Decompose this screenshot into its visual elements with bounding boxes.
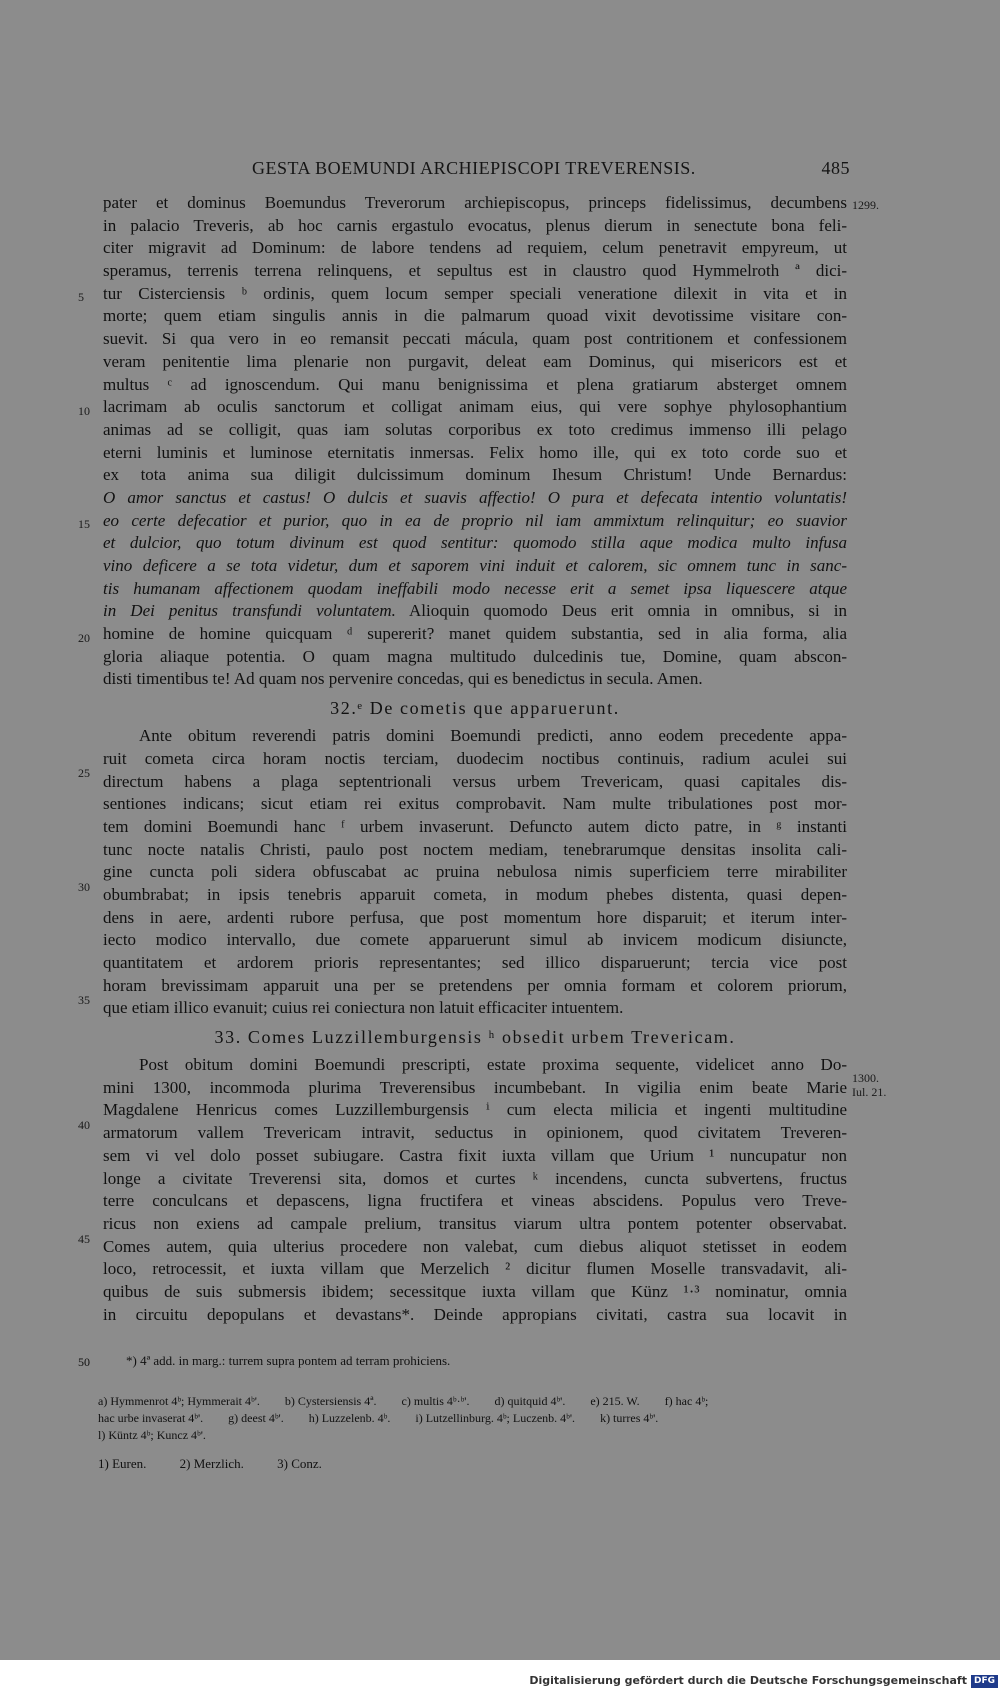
digitization-credit (0, 1674, 998, 1692)
dfg-logo: DFG (971, 1675, 998, 1688)
text-line: ruit cometa circa horam noctis terciam, duodecim noctibus continuis, radium aculei sui (103, 748, 847, 768)
text-line: disti timentibus te! Ad quam nos pervenire concedas, qui es benedictus in secula. Amen. (103, 669, 703, 689)
header-title: GESTA BOEMUNDI ARCHIEPISCOPI TREVERENSIS. (252, 158, 696, 178)
text-line: morte; quem etiam singulis annis in die palmarum quoad vixit devotissime visitare con- (103, 306, 847, 326)
margin-date: Iul. 21. (852, 1085, 887, 1099)
text-line: gine cuncta poli sidera obfuscabat ac pruina nebulosa nimis superficiem terre mirabiliter (103, 862, 847, 882)
chapter-heading-32: 32.ᵉ De cometis que apparuerunt. (330, 698, 620, 719)
text-line: ricus non exiens ad campale prelium, transitus viarum ultra pontem potenter observabat. (103, 1213, 847, 1233)
variant-row (98, 1393, 858, 1410)
line-number: 45 (78, 1232, 90, 1246)
variant-footnotes (98, 1393, 858, 1444)
variant-note: g) deest 4ᵇ'. (228, 1411, 284, 1425)
text-line: veram penitentie lima plenarie non purgavit, deleat eam Dominus, qui misericors est et (103, 351, 847, 371)
text-line: Comes autem, quia ulterius procedere non valebat, cum diebus aliquot stetisset in eodem (103, 1236, 847, 1256)
quote-end-roman: Alioquin quomodo Deus erit omnia in omnibus, si in (395, 601, 847, 621)
text-line: quibus de suis submersis ibidem; secessitque iuxta villam que Künz ¹·³ nominatur, omnia (103, 1281, 847, 1301)
text-line: quantitatem et ardorem prioris representantes; sed illico disparuerunt; tercia vice post (103, 953, 847, 972)
text-line: eterni luminis et luminose eternitatis inmersas. Felix homo ille, qui ex toto corde suo et (103, 442, 847, 462)
line-number: 15 (78, 517, 90, 531)
text-line: horam brevissimam apparuit una per se pretendens per omnia formam et colorem priorum, (103, 975, 847, 995)
text-line: suevit. Si qua vero in eo remansit peccati mácula, quam post contritionem et confessionem (103, 329, 847, 349)
quote-line: vino deficere a se tota videtur, dum et saporem vini induit et calorem, sic omnem tunc in sanc- (103, 556, 847, 575)
line-number: 20 (78, 631, 90, 645)
place-note: 2) Merzlich. (179, 1456, 244, 1471)
line-number: 10 (78, 404, 90, 418)
text-line: terre conculcans et depascens, ligna fructifera et vineas abscidens. Populus vero Treve- (103, 1191, 847, 1211)
variant-row (98, 1410, 858, 1427)
text-line: Magdalene Henricus comes Luzzillemburgensis ⁱ cum electa milicia et ingenti multitudine (103, 1100, 847, 1120)
variant-note: hac urbe invaserat 4ᵇ'. (98, 1411, 204, 1425)
line-number: 25 (78, 766, 90, 780)
text-line: obumbrabat; in ipsis tenebris apparuit cometa, in modum phebes distenta, quasi depen- (103, 884, 847, 904)
variant-note: h) Luzzelenb. 4ᵇ. (308, 1411, 391, 1425)
chapter-heading-33: 33. Comes Luzzillemburgensis ʰ obsedit urbem Trevericam. (214, 1027, 736, 1048)
line-number: 50 (78, 1355, 90, 1369)
quote-line: O amor sanctus et castus! O dulcis et suavis affectio! O pura et defecata intentio voluntatis! (103, 487, 847, 507)
text-line: mini 1300, incommoda plurima Treverensibus incumbebant. In vigilia enim beate Marie (103, 1077, 847, 1097)
line-number: 5 (78, 290, 84, 304)
text-line: ex tota anima sua diligit dulcissimum dominum Ihesum Christum! Unde Bernardus: (103, 465, 847, 485)
text-line: in palacio Treveris, ab hoc carnis ergastulo evocatus, plenus dierum in senectute bona feli- (103, 215, 847, 235)
variant-note: b) Cystersiensis 4ª. (284, 1394, 377, 1408)
text-line: loco, retrocessit, et iuxta villam que Merzelich ² dicitur flumen Moselle transvadavit, ali- (103, 1259, 847, 1279)
text-line: sem vi vel dolo posset subiugare. Castra fixit iuxta villam que Urium ¹ nuncupatur non (103, 1145, 847, 1165)
variant-note: f) hac 4ᵇ; (664, 1394, 709, 1408)
text-block-1 (103, 192, 847, 1326)
text-line: speramus, terrenis terrena relinquens, et sepultus est in claustro quod Hymmelroth ª dici- (103, 261, 847, 281)
text-line: pater et dominus Boemundus Treverorum archiepiscopus, princeps fidelissimus, decumbens (103, 193, 847, 212)
text-line: gloria aliaque potentia. O quam magna multitudo dulcedinis tue, Domine, quam abscon- (103, 646, 847, 666)
text-line: lacrimam ab oculis sanctorum et colligat animam eius, qui vere sophye phylosophantium (103, 397, 847, 417)
variant-note: l) Küntz 4ᵇ; Kuncz 4ᵇ'. (98, 1428, 206, 1442)
place-note: 1) Euren. (98, 1456, 147, 1471)
text-line: armatorum vallem Trevericam intravit, seductus in opinionem, quod civitatem Treveren- (103, 1123, 847, 1143)
place-note: 3) Conz. (277, 1456, 322, 1471)
text-line: in circuitu depopulans et devastans*. Deinde appropians civitati, castra sua locavit in (103, 1304, 847, 1324)
line-number: 40 (78, 1118, 90, 1132)
quote-line: eo certe defecatior et purior, quo in ea de proprio nil iam ammixtum relinquitur; eo suavior (103, 510, 847, 530)
text-line: sentiones indicans; sicut etiam rei exitus comprobavit. Nam multe tribulationes post mor- (103, 794, 847, 814)
quote-end-line (103, 600, 847, 623)
variant-note: a) Hymmenrot 4ᵇ; Hymmerait 4ᵇ'. (98, 1394, 260, 1408)
variant-note: e) 215. W. (590, 1394, 640, 1408)
variant-note: d) quitquid 4ᵇ'. (494, 1394, 566, 1408)
text-line: citer migravit ad Dominum: de labore tendens ad requiem, celum penetravit empyreum, ut (103, 238, 847, 258)
variant-row (98, 1427, 858, 1444)
text-line: multus ᶜ ad ignoscendum. Qui manu benignissima et plena gratiarum absterget omnem (103, 374, 847, 394)
text-line: Ante obitum reverendi patris domini Boemundi predicti, anno eodem precedente appa- (139, 726, 847, 746)
page-number: 485 (821, 158, 850, 178)
text-line: animas ad se colligit, quas iam solutas corporibus ex toto credimus immenso illi pelago (103, 419, 847, 439)
text-line: iecto modico intervallo, due comete apparuerunt simul ab invicem modicum disiuncte, (103, 930, 847, 950)
text-line: longe a civitate Treverensi sita, domos et curtes ᵏ incendens, cuncta subvertens, fructus (103, 1168, 847, 1188)
quote-line: tis humanam affectionem quodam ineffabili modo necesse erit a semet ipsa liquescere atque (103, 578, 847, 598)
variant-note: c) multis 4ᵇ·ᵇ'. (401, 1394, 470, 1408)
credit-text: Digitalisierung gefördert durch die Deutsche Forschungsgemeinschaft (529, 1674, 967, 1687)
running-header (100, 158, 850, 182)
text-line: tunc nocte natalis Christi, paulo post noctem mediam, tenebrarumque densitas insolita cali- (103, 839, 847, 859)
footnote-star: *) 4ª add. in marg.: turrem supra pontem ad terram prohiciens. (126, 1353, 451, 1368)
text-line: directum habens a plaga septentrionali versus urbem Trevericam, quasi capitales dis- (103, 771, 847, 791)
text-line: homine de homine quicquam ᵈ supererit? manet quidem substantia, sed in alia forma, alia (103, 624, 847, 644)
text-line: tur Cisterciensis ᵇ ordinis, quem locum semper speciali veneratione dilexit in vita et in (103, 283, 847, 303)
text-line: que etiam illico evanuit; cuius rei coniectura non latuit efficaciter intuentem. (103, 998, 624, 1018)
line-number: 35 (78, 993, 90, 1007)
quote-line: et dulcior, quo totum divinum est quod sentitur: quomodo stilla aque modica multo infusa (103, 533, 847, 553)
text-line: dens in aere, ardenti rubore perfusa, que post momentum hore disparuit; et iterum inter- (103, 907, 847, 927)
variant-note: k) turres 4ᵇ'. (600, 1411, 659, 1425)
quote-end-italic: in Dei penitus transfundi voluntatem. (103, 601, 396, 621)
line-number: 30 (78, 880, 90, 894)
margin-year: 1300. (852, 1071, 879, 1085)
text-line: Post obitum domini Boemundi prescripti, estate proxima sequente, videlicet anno Do- (139, 1055, 847, 1075)
margin-year: 1299. (852, 198, 879, 212)
place-footnotes (98, 1456, 352, 1472)
variant-note: i) Lutzellinburg. 4ᵇ; Luczenb. 4ᵇ'. (415, 1411, 576, 1425)
text-line: tem domini Boemundi hanc ᶠ urbem invaserunt. Defuncto autem dicto patre, in ᵍ instanti (103, 816, 847, 836)
